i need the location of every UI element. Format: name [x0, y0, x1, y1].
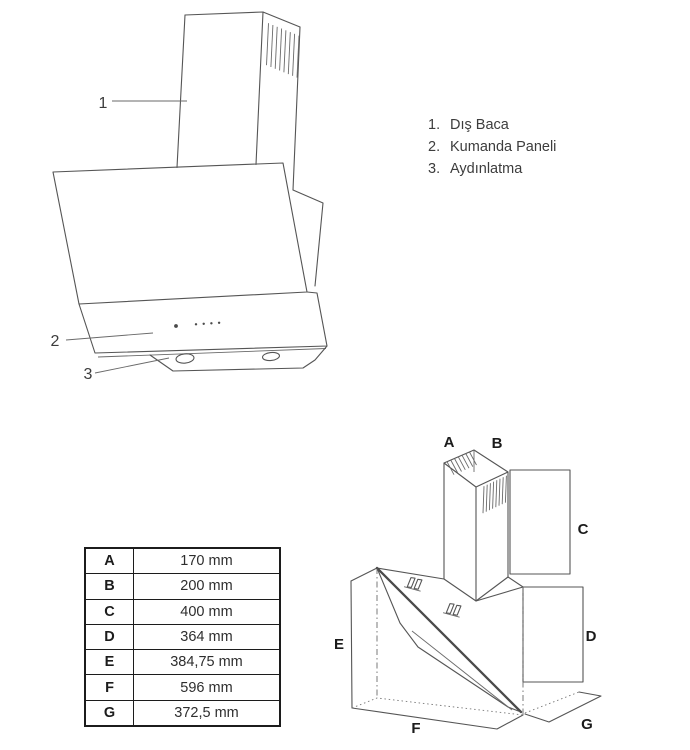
dim-value: 200 mm [180, 578, 233, 595]
dim-value: 170 mm [180, 553, 233, 570]
table-row [86, 549, 279, 573]
dim-chimney-inner-slats [447, 452, 477, 475]
legend-item-1 [428, 114, 556, 136]
callout-2-number: 2 [50, 333, 60, 350]
callout-1-number: 1 [98, 95, 108, 112]
table-row [86, 674, 279, 699]
legend-label: Dış Baca [450, 117, 509, 133]
dim-label-e: E [333, 636, 345, 653]
callout-3-number: 3 [83, 366, 93, 383]
callout-1 [99, 95, 187, 112]
dimension-diagram [330, 425, 685, 750]
glass-front-panel [53, 163, 307, 304]
table-row [86, 624, 279, 649]
dim-glass-panel [377, 568, 521, 712]
dim-label-f: F [411, 720, 421, 737]
table-row [86, 573, 279, 598]
dim-label-c: C [577, 521, 589, 538]
dim-label-d: D [585, 628, 597, 645]
hood-illustration [35, 5, 365, 390]
legend-number: 2. [428, 139, 441, 155]
dim-value: 372,5 mm [174, 704, 239, 721]
dim-value: 400 mm [180, 603, 233, 620]
dim-label: D [86, 625, 134, 649]
dim-label: A [86, 549, 134, 573]
dim-c-box [510, 470, 570, 574]
dim-chimney-vent-slats [483, 476, 506, 514]
dim-label: F [86, 675, 134, 699]
dim-label-g: G [581, 716, 593, 733]
touch-controls [174, 322, 220, 328]
mounting-bracket [443, 601, 464, 619]
dim-value: 384,75 mm [170, 654, 243, 671]
dim-label-a: A [443, 434, 455, 451]
dim-value: 364 mm [180, 628, 233, 645]
table-row [86, 649, 279, 674]
callout-3 [84, 358, 169, 383]
legend-label: Kumanda Paneli [450, 139, 557, 155]
dim-label: E [86, 650, 134, 674]
mounting-bracket [404, 575, 425, 593]
legend-label: Aydınlatma [450, 161, 523, 177]
dim-label-b: B [491, 435, 503, 452]
legend-number: 3. [428, 161, 441, 177]
parts-legend [428, 114, 556, 180]
callout-2 [51, 333, 153, 350]
dim-label: G [86, 701, 134, 725]
dim-label: B [86, 574, 134, 598]
dim-chimney [444, 450, 508, 601]
dimensions-table [84, 547, 281, 727]
legend-item-3 [428, 158, 556, 180]
dim-value: 596 mm [180, 679, 233, 696]
dim-label: C [86, 600, 134, 624]
legend-item-2 [428, 136, 556, 158]
dim-d-box [523, 587, 583, 682]
vent-slats [267, 23, 300, 77]
table-row [86, 700, 279, 725]
dim-hood-body [351, 568, 523, 729]
legend-number: 1. [428, 117, 441, 133]
table-row [86, 599, 279, 624]
